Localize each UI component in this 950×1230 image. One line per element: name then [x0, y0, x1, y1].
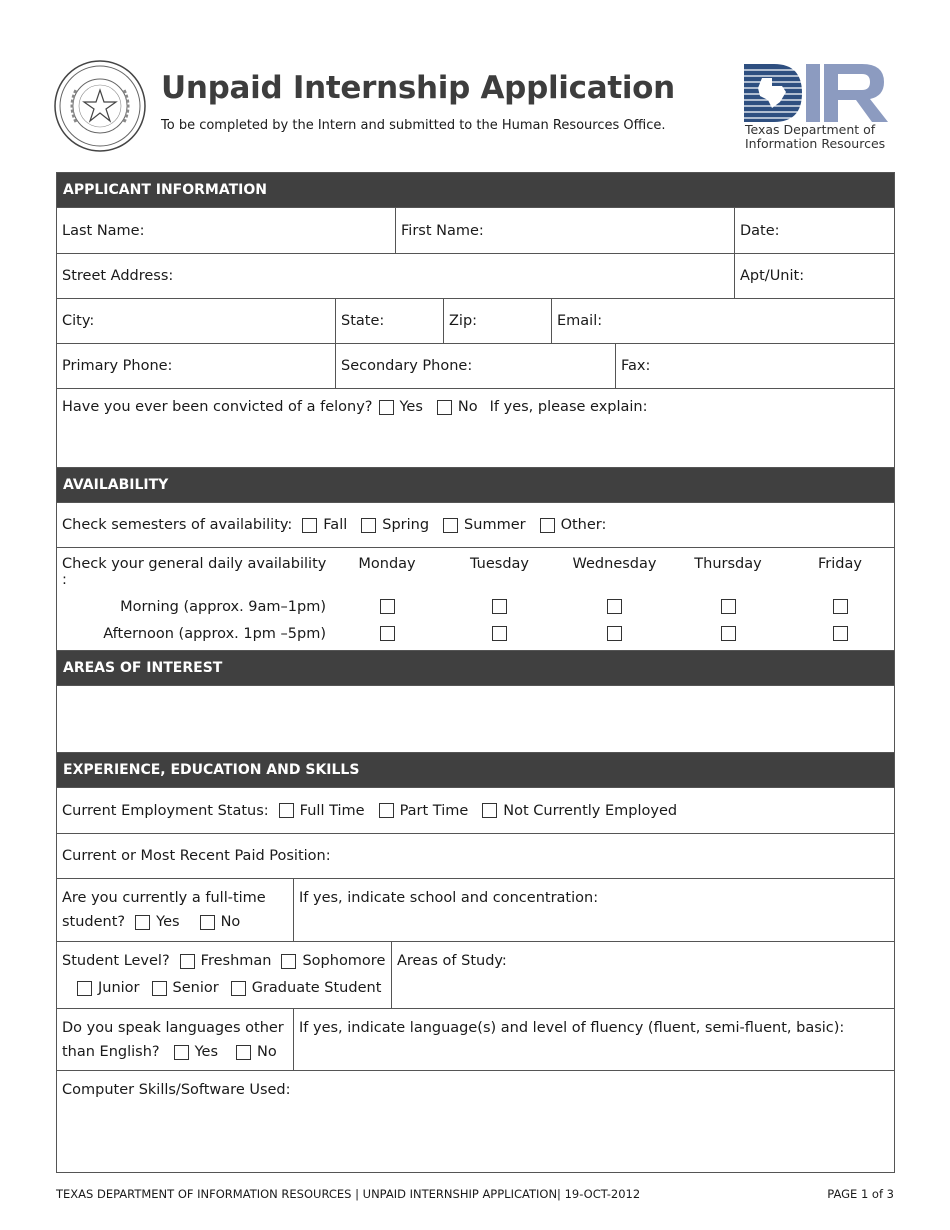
- secondary-phone-field[interactable]: Secondary Phone:: [336, 344, 616, 388]
- language-fluency-field[interactable]: If yes, indicate language(s) and level of fluency (fluent, semi-fluent, basic):: [299, 1020, 845, 1036]
- areas-of-interest-field[interactable]: [57, 686, 894, 753]
- employment-full-time-checkbox[interactable]: [279, 803, 294, 818]
- felony-question[interactable]: Have you ever been convicted of a felony? Yes No If yes, please explain:: [62, 399, 648, 415]
- day-wednesday: Wednesday: [572, 556, 657, 572]
- day-tuesday: Tuesday: [470, 556, 529, 572]
- level-junior-checkbox[interactable]: [77, 981, 92, 996]
- semester-fall-checkbox[interactable]: [302, 518, 317, 533]
- felony-row: [57, 389, 894, 468]
- semester-summer-checkbox[interactable]: [443, 518, 458, 533]
- student-row: [57, 879, 894, 942]
- languages-row: [57, 1009, 894, 1071]
- computer-skills-row: [57, 1071, 894, 1172]
- semester-other-checkbox[interactable]: [540, 518, 555, 533]
- student-level-question: Student Level? Freshman Sophomore Junior Senior Graduate Student: [57, 942, 392, 1008]
- employment-row: [57, 788, 894, 834]
- afternoon-monday-checkbox[interactable]: [380, 626, 395, 641]
- afternoon-tuesday-checkbox[interactable]: [492, 626, 507, 641]
- afternoon-label: Afternoon (approx. 1pm –5pm): [103, 626, 326, 642]
- last-name-field[interactable]: Last Name:: [57, 208, 396, 253]
- address-row: [57, 254, 894, 299]
- student-level-row: [57, 942, 894, 1009]
- languages-no-checkbox[interactable]: [236, 1045, 251, 1060]
- footer-page-number: PAGE 1 of 3: [827, 1187, 894, 1201]
- logo-caption: Texas Department of Information Resources: [745, 122, 886, 151]
- date-field[interactable]: Date:: [740, 222, 780, 239]
- page-title: Unpaid Internship Application: [161, 70, 675, 106]
- computer-skills-field[interactable]: Computer Skills/Software Used:: [62, 1082, 291, 1098]
- level-sophomore-checkbox[interactable]: [281, 954, 296, 969]
- fax-field[interactable]: Fax:: [621, 358, 651, 374]
- morning-label: Morning (approx. 9am–1pm): [120, 599, 326, 615]
- first-name-field[interactable]: First Name:: [396, 208, 735, 253]
- day-friday: Friday: [818, 556, 862, 572]
- city-field[interactable]: City:: [57, 299, 336, 343]
- afternoon-friday-checkbox[interactable]: [833, 626, 848, 641]
- student-yes-checkbox[interactable]: [135, 915, 150, 930]
- street-address-field[interactable]: Street Address:: [57, 254, 735, 298]
- student-no-checkbox[interactable]: [200, 915, 215, 930]
- level-freshman-checkbox[interactable]: [180, 954, 195, 969]
- level-senior-checkbox[interactable]: [152, 981, 167, 996]
- page-subtitle: To be completed by the Intern and submitted to the Human Resources Office.: [161, 118, 666, 133]
- section-applicant-information: APPLICANT INFORMATION: [57, 173, 894, 208]
- areas-of-study-field[interactable]: Areas of Study:: [397, 953, 507, 969]
- semesters-row: [57, 503, 894, 548]
- employment-part-time-checkbox[interactable]: [379, 803, 394, 818]
- name-row: [57, 208, 894, 254]
- daily-availability-label: Check your general daily availability :: [62, 556, 327, 588]
- section-areas-of-interest: AREAS OF INTEREST: [57, 651, 894, 686]
- school-concentration-field[interactable]: If yes, indicate school and concentration:: [299, 890, 599, 906]
- morning-friday-checkbox[interactable]: [833, 599, 848, 614]
- state-field[interactable]: State:: [336, 299, 444, 343]
- application-form: [56, 172, 895, 1173]
- employment-status-question: Current Employment Status: Full Time Part Time Not Currently Employed: [62, 802, 678, 819]
- languages-question: Do you speak languages other than English? Yes No: [57, 1009, 294, 1070]
- email-field[interactable]: Email:: [557, 313, 603, 329]
- level-graduate-checkbox[interactable]: [231, 981, 246, 996]
- dir-logo: [744, 64, 888, 122]
- recent-position-row: [57, 834, 894, 879]
- languages-yes-checkbox[interactable]: [174, 1045, 189, 1060]
- day-thursday: Thursday: [694, 556, 762, 572]
- afternoon-thursday-checkbox[interactable]: [721, 626, 736, 641]
- daily-availability-row: [57, 548, 894, 651]
- footer-document-info: TEXAS DEPARTMENT OF INFORMATION RESOURCES | UNPAID INTERNSHIP APPLICATION| 19-OCT-2012: [56, 1187, 641, 1201]
- section-experience-education-skills: EXPERIENCE, EDUCATION AND SKILLS: [57, 753, 894, 788]
- morning-wednesday-checkbox[interactable]: [607, 599, 622, 614]
- phone-row: [57, 344, 894, 389]
- recent-position-field[interactable]: Current or Most Recent Paid Position:: [62, 848, 331, 864]
- felony-yes-checkbox[interactable]: [379, 400, 394, 415]
- felony-no-checkbox[interactable]: [437, 400, 452, 415]
- semesters-question: Check semesters of availability: Fall Spring Summer Other:: [62, 517, 607, 533]
- morning-monday-checkbox[interactable]: [380, 599, 395, 614]
- semester-spring-checkbox[interactable]: [361, 518, 376, 533]
- texas-state-seal: [54, 60, 146, 152]
- section-availability: AVAILABILITY: [57, 468, 894, 503]
- apt-unit-field[interactable]: Apt/Unit:: [740, 268, 805, 284]
- zip-field[interactable]: Zip:: [444, 299, 552, 343]
- day-monday: Monday: [358, 556, 416, 572]
- city-row: [57, 299, 894, 344]
- primary-phone-field[interactable]: Primary Phone:: [57, 344, 336, 388]
- morning-tuesday-checkbox[interactable]: [492, 599, 507, 614]
- employment-not-employed-checkbox[interactable]: [482, 803, 497, 818]
- full-time-student-question: Are you currently a full-time student? Yes No: [57, 879, 294, 941]
- daily-availability-grid: [57, 548, 901, 650]
- afternoon-wednesday-checkbox[interactable]: [607, 626, 622, 641]
- morning-thursday-checkbox[interactable]: [721, 599, 736, 614]
